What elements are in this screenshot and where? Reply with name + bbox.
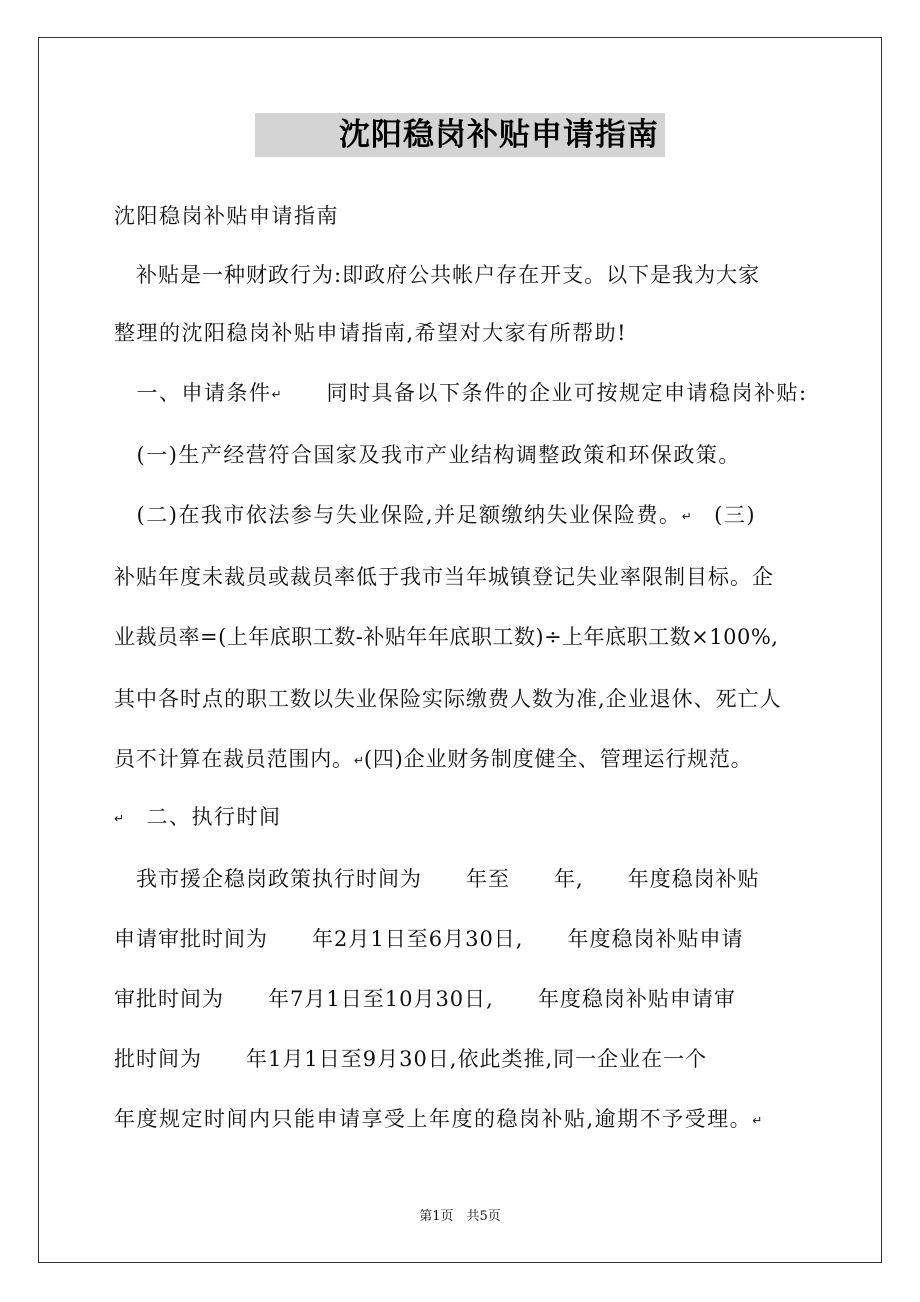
text-span: (三) bbox=[691, 503, 757, 527]
text-line-group bbox=[114, 802, 814, 834]
paragraph-mark-icon: ↵ bbox=[114, 811, 125, 826]
paragraph-mark-icon: ↵ bbox=[752, 1113, 763, 1128]
text-line-group bbox=[114, 500, 814, 532]
paragraph-mark-icon: ↵ bbox=[681, 509, 692, 524]
paragraph-mark-icon: ↵ bbox=[353, 753, 364, 768]
text-line: 批时间为 年1月1日至9月30日,依此类推,同一企业在一个 bbox=[114, 1047, 708, 1071]
text-line-group bbox=[114, 378, 814, 410]
text-line: 申请审批时间为 年2月1日至6月30日, 年度稳岗补贴申请 bbox=[114, 927, 744, 951]
text-span: 年度规定时间内只能申请享受上年度的稳岗补贴,逾期不予受理。 bbox=[114, 1107, 753, 1131]
text-line: 我市援企稳岗政策执行时间为 年至 年, 年度稳岗补贴 bbox=[114, 867, 760, 891]
text-line: 审批时间为 年7月1日至10月30日, 年度稳岗补贴申请审 bbox=[114, 987, 736, 1011]
text-line: 补贴是一种财政行为:即政府公共帐户存在开支。以下是我为大家 bbox=[114, 263, 761, 287]
section-heading: 二、执行时间 bbox=[124, 805, 282, 829]
text-line: 补贴年度未裁员或裁员率低于我市当年城镇登记失业率限制目标。企 bbox=[114, 565, 774, 589]
text-span: (四)企业财务制度健全、管理运行规范。 bbox=[363, 747, 753, 771]
text-span: (二)在我市依法参与失业保险,并足额缴纳失业保险费。 bbox=[114, 503, 682, 527]
text-line: 其中各时点的职工数以失业保险实际缴费人数为准,企业退休、死亡人 bbox=[114, 687, 782, 711]
text-line: 业裁员率=(上年底职工数-补贴年年底职工数)÷上年底职工数×100%, bbox=[114, 625, 779, 649]
text-span: 同时具备以下条件的企业可按规定申请稳岗补贴: bbox=[281, 381, 808, 405]
text-line-group bbox=[114, 744, 814, 776]
text-span: 员不计算在裁员范围内。 bbox=[114, 747, 354, 771]
title-banner bbox=[255, 113, 665, 157]
text-line: 沈阳稳岗补贴申请指南 bbox=[114, 204, 339, 228]
section-heading: 一、申请条件 bbox=[114, 381, 272, 405]
text-line-group bbox=[114, 1104, 814, 1136]
document-title: 沈阳稳岗补贴申请指南 bbox=[339, 117, 659, 153]
paragraph-mark-icon: ↵ bbox=[271, 387, 282, 402]
page-footer: 第1页 共5页 bbox=[419, 1209, 501, 1224]
text-line: 整理的沈阳稳岗补贴申请指南,希望对大家有所帮助! bbox=[114, 321, 628, 345]
text-line: (一)生产经营符合国家及我市产业结构调整政策和环保政策。 bbox=[114, 443, 741, 467]
